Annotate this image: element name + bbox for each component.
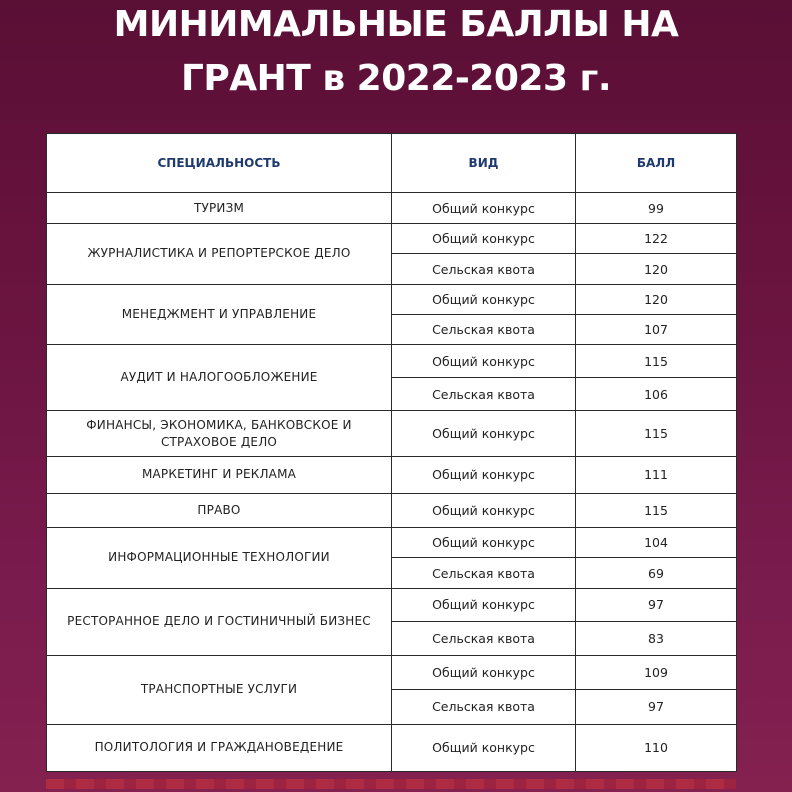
type-cell: Общий конкурс <box>392 345 576 378</box>
type-cell: Общий конкурс <box>392 656 576 690</box>
score-cell: 120 <box>576 254 737 284</box>
table-row <box>47 588 737 621</box>
specialty-cell: ФИНАНСЫ, ЭКОНОМИКА, БАНКОВСКОЕ И СТРАХОВОЕ ДЕЛО <box>47 411 392 456</box>
specialty-cell: ПРАВО <box>47 494 392 528</box>
specialty-cell: АУДИТ И НАЛОГООБЛОЖЕНИЕ <box>47 345 392 411</box>
type-cell: Общий конкурс <box>392 494 576 528</box>
table-row <box>47 224 737 254</box>
score-cell: 115 <box>576 411 737 456</box>
score-cell: 106 <box>576 378 737 411</box>
score-cell: 99 <box>576 193 737 224</box>
table-row <box>47 656 737 690</box>
score-cell: 110 <box>576 724 737 771</box>
specialty-cell: МАРКЕТИНГ И РЕКЛАМА <box>47 456 392 493</box>
type-cell: Сельская квота <box>392 314 576 344</box>
score-cell: 109 <box>576 656 737 690</box>
page-title <box>0 2 792 110</box>
specialty-cell: ТРАНСПОРТНЫЕ УСЛУГИ <box>47 656 392 724</box>
type-cell: Сельская квота <box>392 254 576 284</box>
type-cell: Сельская квота <box>392 690 576 724</box>
type-cell: Общий конкурс <box>392 724 576 771</box>
header-type: ВИД <box>392 134 576 193</box>
table-row <box>47 494 737 528</box>
table-row <box>47 456 737 493</box>
table-row <box>47 528 737 558</box>
type-cell: Сельская квота <box>392 621 576 655</box>
type-cell: Общий конкурс <box>392 224 576 254</box>
scores-table-container <box>46 133 736 772</box>
table-row <box>47 411 737 456</box>
score-cell: 122 <box>576 224 737 254</box>
header-specialty: СПЕЦИАЛЬНОСТЬ <box>47 134 392 193</box>
type-cell: Общий конкурс <box>392 456 576 493</box>
specialty-cell: ТУРИЗМ <box>47 193 392 224</box>
table-row <box>47 724 737 771</box>
type-cell: Общий конкурс <box>392 411 576 456</box>
type-cell: Сельская квота <box>392 378 576 411</box>
table-row <box>47 284 737 314</box>
score-cell: 104 <box>576 528 737 558</box>
type-cell: Общий конкурс <box>392 284 576 314</box>
footer-decorative-strip <box>46 779 736 789</box>
type-cell: Общий конкурс <box>392 193 576 224</box>
score-cell: 97 <box>576 588 737 621</box>
specialty-cell: ИНФОРМАЦИОННЫЕ ТЕХНОЛОГИИ <box>47 528 392 588</box>
score-cell: 69 <box>576 558 737 588</box>
table-row <box>47 193 737 224</box>
score-cell: 111 <box>576 456 737 493</box>
specialty-cell: ЖУРНАЛИСТИКА И РЕПОРТЕРСКОЕ ДЕЛО <box>47 224 392 284</box>
scores-table <box>46 133 737 772</box>
type-cell: Сельская квота <box>392 558 576 588</box>
title-line-2: ГРАНТ в 2022-2023 г. <box>180 58 612 99</box>
score-cell: 120 <box>576 284 737 314</box>
table-row <box>47 345 737 378</box>
score-cell: 97 <box>576 690 737 724</box>
specialty-cell: РЕСТОРАННОЕ ДЕЛО И ГОСТИНИЧНЫЙ БИЗНЕС <box>47 588 392 655</box>
score-cell: 115 <box>576 494 737 528</box>
type-cell: Общий конкурс <box>392 588 576 621</box>
header-score: БАЛЛ <box>576 134 737 193</box>
specialty-cell: ПОЛИТОЛОГИЯ И ГРАЖДАНОВЕДЕНИЕ <box>47 724 392 771</box>
score-cell: 83 <box>576 621 737 655</box>
score-cell: 115 <box>576 345 737 378</box>
table-header-row <box>47 134 737 193</box>
type-cell: Общий конкурс <box>392 528 576 558</box>
specialty-cell: МЕНЕДЖМЕНТ И УПРАВЛЕНИЕ <box>47 284 392 344</box>
score-cell: 107 <box>576 314 737 344</box>
title-line-1: МИНИМАЛЬНЫЕ БАЛЛЫ НА <box>113 4 679 45</box>
